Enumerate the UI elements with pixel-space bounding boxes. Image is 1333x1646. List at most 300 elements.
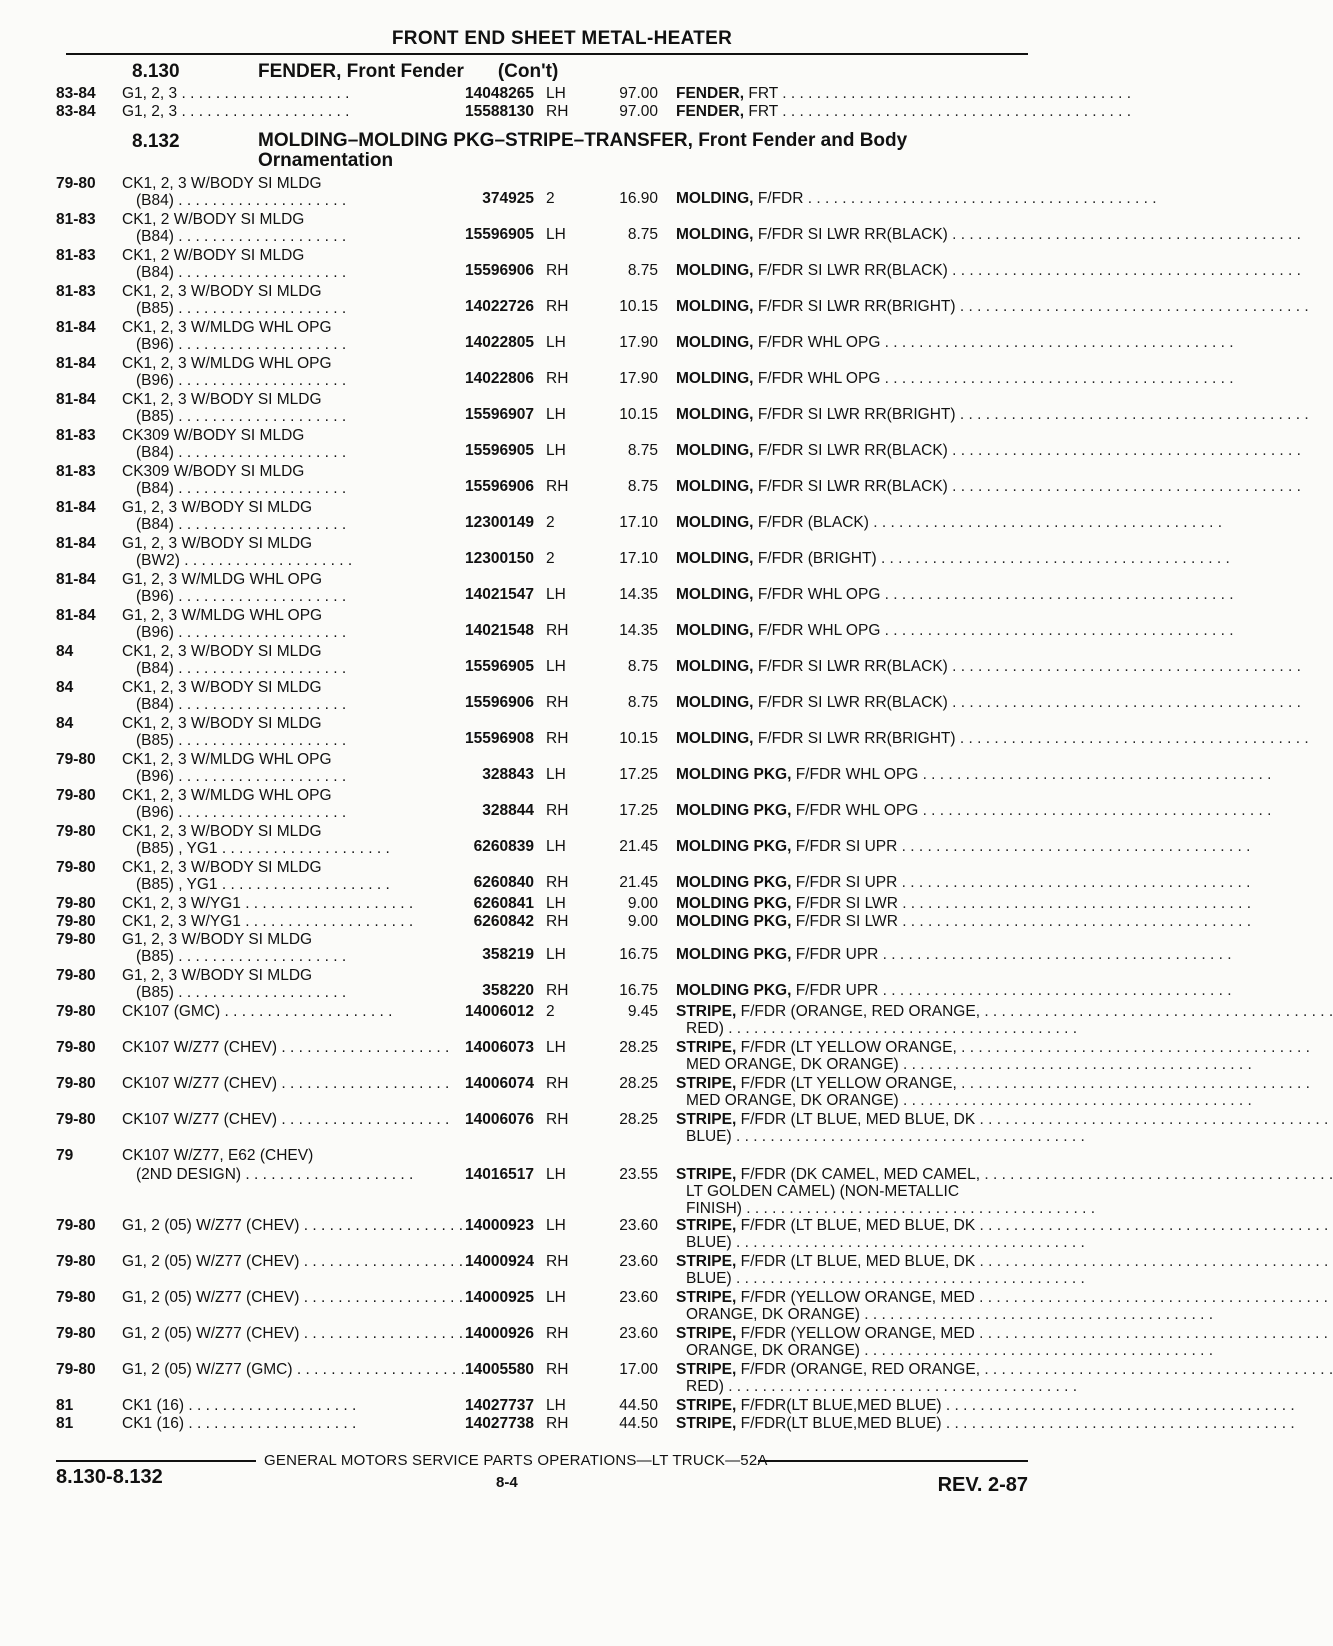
description-text: F/FDR (LT YELLOW ORANGE, [740,1039,957,1056]
leader-dots: . . . . . . . . . . . . . . . . . . . . . . . . . . . . . . . . . . . . . . . . . [868,514,1223,531]
part-price: 17.00 [619,1361,658,1378]
application-detail [136,768,376,785]
application-text: G1, 2, 3 W/MLDG WHL OPG [122,571,323,588]
application-detail-text: (B84) [136,660,174,677]
section-number: 8.130 [132,61,180,82]
part-part: 14027737 [465,1397,534,1414]
application-detail-text: (B96) [136,588,174,605]
description-text: F/FDR SI LWR RR(BLACK) [757,226,948,243]
application-detail [136,336,376,353]
description-text: F/FDR SI LWR RR(BRIGHT) [757,406,956,423]
footer-revision: REV. 2-87 [937,1474,1028,1496]
part-side: RH [546,1111,569,1128]
part-side: RH [546,622,569,639]
description-text: FRT [748,103,778,120]
leader-dots: . . . . . . . . . . . . . . . . . . . . . . . . . . . . . . . . . . . . . . . . . [878,946,1232,963]
application [122,895,414,912]
part-part: 6260840 [473,874,534,891]
leader-dots: . . . . . . . . . . . . . . . . . . . . . . . . . . . . . . . . . . . . . . . . . [880,622,1234,639]
application-detail [136,300,376,317]
catalog-page [56,28,1333,1433]
description-keyword: STRIPE, [676,1003,737,1020]
table-row [56,1217,1329,1253]
table-row [56,679,1301,715]
table-row [56,751,1272,787]
part-price: 97.00 [619,103,658,120]
application-text: CK1, 2, 3 W/BODY SI MLDG [122,679,322,696]
description-text: F/FDR(LT BLUE,MED BLUE) [740,1397,942,1414]
part-description [676,1289,1328,1306]
description-keyword: MOLDING PKG, [676,874,792,891]
footer-section-range: 8.130-8.132 [56,1466,163,1488]
leader-dots: . . . . . . . . . . . . . . . . . . . . [173,192,347,209]
leader-dots: . . . . . . . . . . . . . . . . . . . . . . . . . . . . . . . . . . . . . . . . . [731,1128,1085,1145]
application-text: G1, 2, 3 W/BODY SI MLDG [122,967,313,984]
leader-dots: . . . . . . . . . . . . . . . . . . . . . . . . . . . . . . . . . . . . . . . . . [723,1378,1078,1395]
part-part: 15596905 [465,658,534,675]
description-keyword: MOLDING, [676,406,754,423]
part-side: LH [546,226,566,243]
model-years: 79-80 [56,1003,96,1020]
model-years: 79-80 [56,823,96,840]
leader-dots: . . . . . . . . . . . . . . . . . . . . . . . . . . . . . . . . . . . . . . . . . [980,1361,1333,1378]
application [122,1217,472,1234]
description-text: F/FDR SI LWR RR(BRIGHT) [757,730,956,747]
application-text: G1, 2, 3 [122,85,178,102]
description-text: F/FDR SI LWR RR(BLACK) [757,658,948,675]
leader-dots: . . . . . . . . . . . . . . . . . . . . [173,624,347,641]
part-price: 8.75 [627,262,658,279]
description-keyword: FENDER, [676,85,745,102]
leader-dots: . . . . . . . . . . . . . . . . . . . . . . . . . . . . . . . . . . . . . . . . . [859,1306,1214,1323]
part-description [676,1361,1333,1378]
part-part: 6260842 [473,913,534,930]
part-description [676,298,1309,315]
description-keyword: MOLDING PKG, [676,913,792,930]
part-side: 2 [546,190,555,207]
table-row [56,211,1301,247]
part-price: 9.00 [627,895,658,912]
leader-dots: . . . . . . . . . . . . . . . . . . . . [179,552,353,569]
leader-dots: . . . . . . . . . . . . . . . . . . . . [173,444,347,461]
part-description [676,1253,1329,1270]
part-description [676,85,1132,102]
part-price: 14.35 [619,622,658,639]
part-part: 12300149 [465,514,534,531]
model-years: 81-83 [56,211,96,228]
table-row [56,355,1234,391]
leader-dots: . . . . . . . . . . . . . . . . . . . . [173,264,347,281]
part-price: 8.75 [627,442,658,459]
model-years: 79-80 [56,1217,96,1234]
application-detail [136,552,376,569]
leader-dots: . . . . . . . . . . . . . . . . . . . . . . . . . . . . . . . . . . . . . . . . . [918,802,1272,819]
application-detail [136,480,376,497]
table-row [56,1003,1333,1039]
description-continuation-text: BLUE) [686,1234,732,1251]
application-text: G1, 2, 3 W/BODY SI MLDG [122,931,313,948]
part-description [676,622,1234,639]
leader-dots: . . . . . . . . . . . . . . . . . . . . . . . . . . . . . . . . . . . . . . . . . [897,913,1252,930]
application-detail-text: (B84) [136,480,174,497]
description-text: F/FDR (LT BLUE, MED BLUE, DK [740,1217,976,1234]
description-continuation-text: MED ORANGE, DK ORANGE) [686,1092,899,1109]
leader-dots: . . . . . . . . . . . . . . . . . . . . . . . . . . . . . . . . . . . . . . . . . [947,478,1301,495]
table-row [56,967,1232,1003]
part-price: 17.10 [619,514,658,531]
part-description [676,1166,1333,1183]
description-keyword: MOLDING, [676,298,754,315]
model-years: 81 [56,1397,74,1414]
application-detail-text: (B96) [136,372,174,389]
application-text: CK1, 2, 3 W/YG1 [122,913,241,930]
table-row [56,1325,1328,1361]
leader-dots: . . . . . . . . . . . . . . . . . . . . [173,300,347,317]
application-text: CK1, 2, 3 W/BODY SI MLDG [122,283,322,300]
description-continuation [686,1056,1252,1073]
model-years: 79-80 [56,1111,96,1128]
description-continuation [686,1020,1078,1037]
part-price: 23.55 [619,1166,658,1183]
part-price: 44.50 [619,1397,658,1414]
description-text: F/FDR SI LWR RR(BLACK) [757,478,948,495]
application [122,913,414,930]
leader-dots: . . . . . . . . . . . . . . . . . . . . . . . . . . . . . . . . . . . . . . . . . [956,1075,1310,1092]
application [122,1147,442,1164]
catalog-body [56,59,1333,1433]
part-price: 97.00 [619,85,658,102]
description-continuation [686,1183,1028,1200]
description-keyword: MOLDING, [676,226,754,243]
table-row [56,1039,1310,1075]
application-text: CK107 W/Z77 (CHEV) [122,1075,278,1092]
part-side: LH [546,1217,566,1234]
description-keyword: STRIPE, [676,1325,737,1342]
part-price: 44.50 [619,1415,658,1432]
table-row [56,499,1223,535]
description-text: F/FDR(LT BLUE,MED BLUE) [740,1415,942,1432]
leader-dots: . . . . . . . . . . . . . . . . . . . . [173,588,347,605]
part-price: 8.75 [627,694,658,711]
application-detail [136,516,376,533]
description-keyword: MOLDING PKG, [676,982,792,999]
footer-rule-left [56,1460,256,1462]
application-text: CK1, 2, 3 W/BODY SI MLDG [122,715,322,732]
table-row [56,715,1309,751]
part-description [676,895,1252,912]
part-side: LH [546,85,566,102]
description-text: F/FDR WHL OPG [757,586,881,603]
part-side: RH [546,478,569,495]
description-text: F/FDR (LT BLUE, MED BLUE, DK [740,1111,976,1128]
part-price: 17.25 [619,802,658,819]
application-detail [136,660,376,677]
table-row [56,1111,1329,1147]
part-description [676,1325,1328,1342]
application-detail-text: (2ND DESIGN) [136,1166,242,1183]
table-row [56,1289,1328,1325]
application-text: CK1, 2, 3 W/BODY SI MLDG [122,643,322,660]
description-text: F/FDR SI LWR [795,913,898,930]
description-keyword: MOLDING, [676,550,754,567]
leader-dots: . . . . . . . . . . . . . . . . . . . . [299,1325,472,1342]
description-continuation-text: ORANGE, DK ORANGE) [686,1306,860,1323]
model-years: 79-80 [56,1289,96,1306]
application-text: CK1, 2, 3 W/BODY SI MLDG [122,859,322,876]
part-side: RH [546,1361,569,1378]
description-text: F/FDR (ORANGE, RED ORANGE, [740,1003,981,1020]
leader-dots: . . . . . . . . . . . . . . . . . . . . [241,1166,414,1183]
part-part: 14048265 [465,85,534,102]
description-text: F/FDR (YELLOW ORANGE, MED [740,1325,975,1342]
part-part: 14021547 [465,586,534,603]
leader-dots: . . . . . . . . . . . . . . . . . . . . . . . . . . . . . . . . . . . . . . . . . [880,334,1234,351]
table-row [56,643,1301,679]
application [122,103,374,120]
application-text: CK1, 2 W/BODY SI MLDG [122,247,305,264]
leader-dots: . . . . . . . . . . . . . . . . . . . . . . . . . . . . . . . . . . . . . . . . . [941,1415,1295,1432]
part-side: LH [546,1289,566,1306]
table-row [56,931,1232,967]
description-continuation [686,1270,1085,1287]
description-keyword: MOLDING, [676,262,754,279]
description-keyword: MOLDING, [676,334,754,351]
part-part: 374925 [482,190,534,207]
part-part: 14000925 [465,1289,534,1306]
leader-dots: . . . . . . . . . . . . . . . . . . . . . . . . . . . . . . . . . . . . . . . . . [974,1325,1328,1342]
table-row [56,283,1309,319]
description-text: F/FDR WHL OPG [757,622,881,639]
part-part: 14006074 [465,1075,534,1092]
description-text: F/FDR SI UPR [795,838,898,855]
part-description [676,1415,1295,1432]
leader-dots: . . . . . . . . . . . . . . . . . . . . [184,1397,357,1414]
application [122,1003,393,1020]
application-detail-text: (B85) [136,732,174,749]
part-side: RH [546,874,569,891]
application-detail [136,408,376,425]
part-description [676,262,1301,279]
leader-dots: . . . . . . . . . . . . . . . . . . . . . . . . . . . . . . . . . . . . . . . . . [947,226,1301,243]
model-years: 81-84 [56,571,96,588]
application [122,1111,450,1128]
description-keyword: MOLDING, [676,478,754,495]
table-row [56,103,1132,121]
application-detail [136,948,376,965]
leader-dots: . . . . . . . . . . . . . . . . . . . . . . . . . . . . . . . . . . . . . . . . . [803,190,1157,207]
leader-dots: . . . . . . . . . . . . . . . . . . . . . . . . . . . . . . . . . . . . . . . . . [859,1342,1214,1359]
leader-dots: . . . . . . . . . . . . . . . . . . . . . . . . . . . . . . . . . . . . . . . . . [731,1270,1085,1287]
description-keyword: MOLDING, [676,514,754,531]
model-years: 81-83 [56,283,96,300]
part-description [676,730,1309,747]
application-text: G1, 2, 3 W/MLDG WHL OPG [122,607,323,624]
part-side: RH [546,370,569,387]
table-row [56,1075,1310,1111]
part-description [676,658,1301,675]
part-price: 14.35 [619,586,658,603]
part-description [676,442,1301,459]
part-part: 14022805 [465,334,534,351]
model-years: 79-80 [56,1361,96,1378]
part-side: LH [546,946,566,963]
part-description [676,406,1309,423]
part-price: 23.60 [619,1325,658,1342]
application-text: G1, 2, 3 W/BODY SI MLDG [122,535,313,552]
application-detail [136,696,376,713]
part-part: 14021548 [465,622,534,639]
part-price: 21.45 [619,874,658,891]
leader-dots: . . . . . . . . . . . . . . . . . . . . . . . . . . . . . . . . . . . . . . . . . [980,1166,1333,1183]
part-description [676,766,1272,783]
part-part: 15596906 [465,262,534,279]
part-side: 2 [546,550,555,567]
application-detail [136,444,376,461]
leader-dots: . . . . . . . . . . . . . . . . . . . . . . . . . . . . . . . . . . . . . . . . . [947,658,1301,675]
leader-dots: . . . . . . . . . . . . . . . . . . . . [173,768,347,785]
part-side: RH [546,730,569,747]
leader-dots: . . . . . . . . . . . . . . . . . . . . [173,804,347,821]
part-part: 15596905 [465,226,534,243]
table-row [56,1361,1333,1397]
leader-dots: . . . . . . . . . . . . . . . . . . . . . . . . . . . . . . . . . . . . . . . . . [897,838,1251,855]
section-name-text: FENDER, Front Fender [258,61,464,82]
application-detail-text: (B84) [136,516,174,533]
part-part: 14006073 [465,1039,534,1056]
leader-dots: . . . . . . . . . . . . . . . . . . . . [299,1253,472,1270]
application-detail-text: (B84) [136,228,174,245]
table-row [56,1415,1295,1433]
leader-dots: . . . . . . . . . . . . . . . . . . . . [220,1003,393,1020]
application-text: G1, 2 (05) W/Z77 (CHEV) [122,1289,300,1306]
part-part: 14006076 [465,1111,534,1128]
part-part: 14006012 [465,1003,534,1020]
leader-dots: . . . . . . . . . . . . . . . . . . . . [173,732,347,749]
leader-dots: . . . . . . . . . . . . . . . . . . . . [173,948,347,965]
part-description [676,1111,1329,1128]
application-text: CK107 W/Z77 (CHEV) [122,1039,278,1056]
application-text: CK1, 2, 3 W/BODY SI MLDG [122,823,322,840]
leader-dots: . . . . . . . . . . . . . . . . . . . . . . . . . . . . . . . . . . . . . . . . . [897,874,1251,891]
description-keyword: STRIPE, [676,1111,737,1128]
leader-dots: . . . . . . . . . . . . . . . . . . . . [173,984,347,1001]
description-continuation [686,1200,1096,1217]
table-row [56,463,1301,499]
application-detail [136,1166,414,1183]
leader-dots: . . . . . . . . . . . . . . . . . . . . . . . . . . . . . . . . . . . . . . . . . [731,1234,1085,1251]
section-name-text: MOLDING–MOLDING PKG–STRIPE–TRANSFER, Front Fender and Body Ornamentation [258,130,908,171]
part-part: 15596908 [465,730,534,747]
part-description [676,226,1301,243]
description-text: F/FDR (ORANGE, RED ORANGE, [740,1361,981,1378]
part-side: RH [546,298,569,315]
part-description [676,103,1132,120]
section-name [258,61,1028,83]
part-side: RH [546,982,569,999]
application-text: CK1, 2, 3 W/MLDG WHL OPG [122,787,332,804]
description-keyword: STRIPE, [676,1166,737,1183]
application-text: CK1 (16) [122,1415,185,1432]
model-years: 81-84 [56,319,96,336]
part-price: 8.75 [627,226,658,243]
part-part: 15596906 [465,478,534,495]
model-years: 79-80 [56,967,96,984]
part-part: 12300150 [465,550,534,567]
footer-agency: GENERAL MOTORS SERVICE PARTS OPERATIONS—LT TRUCK—52A [264,1452,768,1469]
leader-dots: . . . . . . . . . . . . . . . . . . . . [299,1217,472,1234]
leader-dots: . . . . . . . . . . . . . . . . . . . . . . . . . . . . . . . . . . . . . . . . . [955,406,1309,423]
part-price: 8.75 [627,658,658,675]
application-detail [136,372,376,389]
part-part: 328844 [482,802,534,819]
description-keyword: STRIPE, [676,1075,737,1092]
leader-dots: . . . . . . . . . . . . . . . . . . . . [177,103,350,120]
part-price: 10.15 [619,730,658,747]
application [122,1075,450,1092]
model-years: 81-84 [56,391,96,408]
part-price: 21.45 [619,838,658,855]
model-years: 79 [56,1147,74,1164]
table-row [56,175,1157,211]
part-side: LH [546,406,566,423]
table-row [56,391,1309,427]
leader-dots: . . . . . . . . . . . . . . . . . . . . . . . . . . . . . . . . . . . . . . . . . [898,1056,1252,1073]
application [122,1325,472,1342]
part-side: 2 [546,514,555,531]
description-keyword: STRIPE, [676,1217,737,1234]
application-detail-text: (B85) [136,984,174,1001]
table-row [56,85,1132,103]
leader-dots: . . . . . . . . . . . . . . . . . . . . . . . . . . . . . . . . . . . . . . . . . [947,694,1301,711]
part-part: 15596905 [465,442,534,459]
model-years: 79-80 [56,895,96,912]
application-detail-text: (B84) [136,192,174,209]
leader-dots: . . . . . . . . . . . . . . . . . . . . . . . . . . . . . . . . . . . . . . . . . [880,370,1234,387]
part-price: 10.15 [619,298,658,315]
description-text: F/FDR (LT YELLOW ORANGE, [740,1075,957,1092]
part-price: 17.90 [619,370,658,387]
leader-dots: . . . . . . . . . . . . . . . . . . . . . . . . . . . . . . . . . . . . . . . . . [947,442,1301,459]
part-side: RH [546,1253,569,1270]
part-description [676,1075,1310,1092]
description-keyword: MOLDING, [676,586,754,603]
description-continuation [686,1092,1252,1109]
leader-dots: . . . . . . . . . . . . . . . . . . . . . . . . . . . . . . . . . . . . . . . . . [941,1397,1295,1414]
description-text: F/FDR (YELLOW ORANGE, MED [740,1289,975,1306]
description-keyword: STRIPE, [676,1253,737,1270]
model-years: 81-84 [56,355,96,372]
model-years: 83-84 [56,85,96,102]
part-side: LH [546,1166,566,1183]
model-years: 79-80 [56,1039,96,1056]
description-text: F/FDR SI LWR RR(BRIGHT) [757,298,956,315]
description-keyword: STRIPE, [676,1039,737,1056]
part-side: RH [546,1075,569,1092]
leader-dots: . . . . . . . . . . . . . . . . . . . . [240,895,414,912]
description-keyword: MOLDING, [676,658,754,675]
application-detail-text: (B84) [136,696,174,713]
description-keyword: MOLDING, [676,622,754,639]
application-detail [136,624,376,641]
part-part: 14016517 [465,1166,534,1183]
table-row [56,1253,1329,1289]
description-text: F/FDR (DK CAMEL, MED CAMEL, [740,1166,981,1183]
part-side: RH [546,1415,569,1432]
description-text: F/FDR WHL OPG [757,370,881,387]
model-years: 81-83 [56,463,96,480]
model-years: 79-80 [56,1075,96,1092]
part-part: 15596907 [465,406,534,423]
